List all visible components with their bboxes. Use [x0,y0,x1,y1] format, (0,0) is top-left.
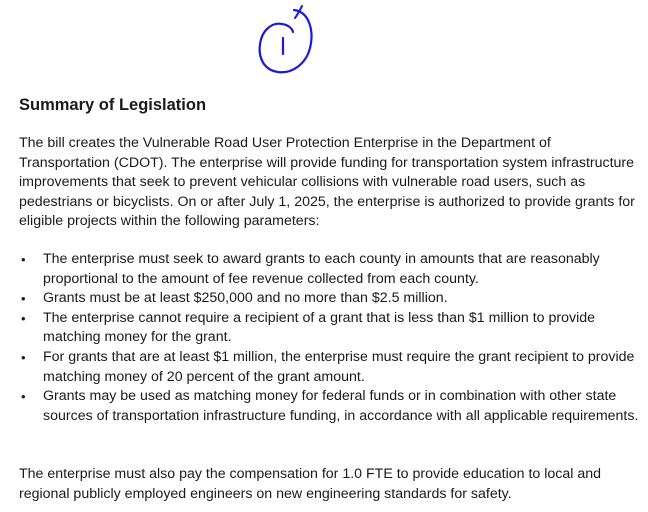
list-item [19,348,641,387]
list-item-text: For grants that are at least $1 million, the enterprise must require the grant recipient to provide matching money of 20 percent of the grant amount. [43,348,635,385]
list-item [19,309,641,348]
bullet-icon: • [21,310,26,326]
list-item-text: Grants may be used as matching money for federal funds or in combination with other state sources of transportation infrastructure funding, in accordance with all applicable requirements. [43,388,639,424]
list-item-text: The enterprise cannot require a recipient of a grant that is less than $1 million to provide matching money for the grant. [43,309,596,346]
bullet-icon: • [21,349,26,365]
list-item-text: The enterprise must seek to award grants to each county in amounts that are reasonably proportional to the amount of fee revenue collected from each county. [43,251,600,287]
handwritten-page-number-annotation [252,2,318,78]
bullet-icon: • [21,252,26,267]
list-item [19,387,641,426]
grant-parameters-list [19,250,641,426]
circled-number-one-icon [252,2,318,78]
intro-paragraph: The bill creates the Vulnerable Road User Protection Enterprise in the Department of Transportation (CDOT). The enterprise will provide funding for transportation system infrastructure improvements that seek to prevent vehicular collisions with vulnerable road users, such as pedestrians or bicyclists. On or after July 1, 2025, the enterprise is authorized to provide grants for eligible projects within the following parameters: [19,135,635,230]
list-item-text: Grants must be at least $250,000 and no more than $2.5 million. [43,290,448,307]
list-item [19,289,641,309]
closing-paragraph: The enterprise must also pay the compensation for 1.0 FTE to provide education to local and regional publicly employed engineers on new engineering standards for safety. [19,466,602,502]
bullet-icon: • [21,291,26,307]
section-heading: Summary of Legislation [19,96,207,114]
list-item [19,250,641,289]
bullet-icon: • [21,389,26,405]
